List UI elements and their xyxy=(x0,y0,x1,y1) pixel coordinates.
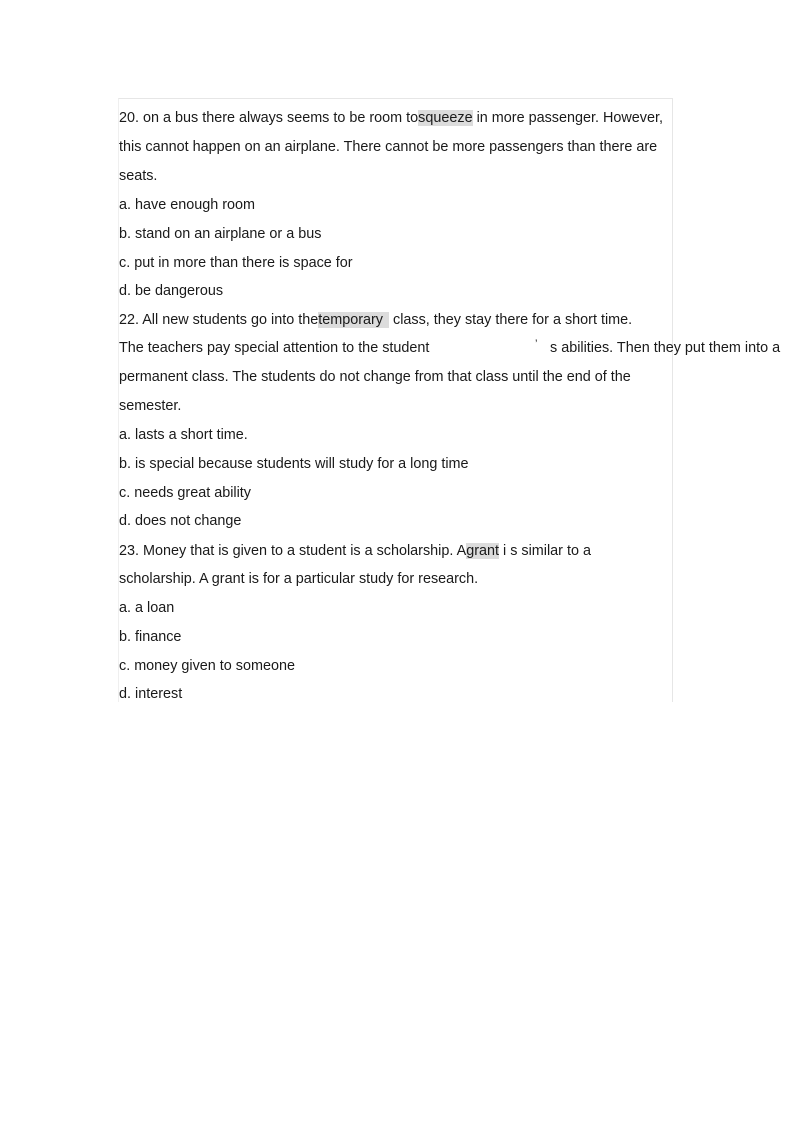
q22-option-b: b. is special because students will study for a long time xyxy=(119,456,469,472)
q20-option-d: d. be dangerous xyxy=(119,283,224,299)
q23-line-1 xyxy=(119,541,591,561)
q22-line-2-post: s abilities. Then they put them into a xyxy=(550,340,781,356)
q20-line-1-post: in more passenger. However, xyxy=(472,110,663,126)
q20-line-1-pre: 20. on a bus there always seems to be room to xyxy=(119,110,419,126)
q20-line-2: this cannot happen on an airplane. There cannot be more passengers than there are xyxy=(119,139,658,155)
q20-line-1 xyxy=(119,108,663,128)
q22-line-1-pre: 22. All new students go into the xyxy=(119,312,319,328)
q23-option-c: c. money given to someone xyxy=(119,658,295,674)
q23-option-b: b. finance xyxy=(119,629,182,645)
q23-line-1-pre: 23. Money that is given to a student is a scholarship. A xyxy=(119,543,467,559)
q22-option-d: d. does not change xyxy=(119,513,242,529)
q20-option-c: c. put in more than there is space for xyxy=(119,255,353,271)
q20-option-a: a. have enough room xyxy=(119,197,256,213)
q22-line-2-pre: The teachers pay special attention to the student xyxy=(119,340,430,356)
q22-apostrophe: ’ xyxy=(535,338,538,350)
q20-option-b: b. stand on an airplane or a bus xyxy=(119,226,322,242)
q22-line-1-post: class, they stay there for a short time. xyxy=(389,312,633,328)
q22-option-c: c. needs great ability xyxy=(119,485,251,501)
q22-line-1 xyxy=(119,310,632,330)
q22-term-highlight: temporary xyxy=(318,312,389,328)
text-frame xyxy=(118,98,673,702)
q20-line-3: seats. xyxy=(119,168,158,184)
q23-term-highlight: grant xyxy=(466,543,499,559)
q20-term-highlight: squeeze xyxy=(418,110,473,126)
q22-line-4: semester. xyxy=(119,398,182,414)
q22-option-a: a. lasts a short time. xyxy=(119,427,248,443)
q23-line-1-post: i s similar to a xyxy=(499,543,591,559)
q23-option-d: d. interest xyxy=(119,686,183,702)
q23-option-a: a. a loan xyxy=(119,600,175,616)
q22-line-3: permanent class. The students do not change from that class until the end of the xyxy=(119,369,631,385)
q23-line-2: scholarship. A grant is for a particular study for research. xyxy=(119,571,479,587)
